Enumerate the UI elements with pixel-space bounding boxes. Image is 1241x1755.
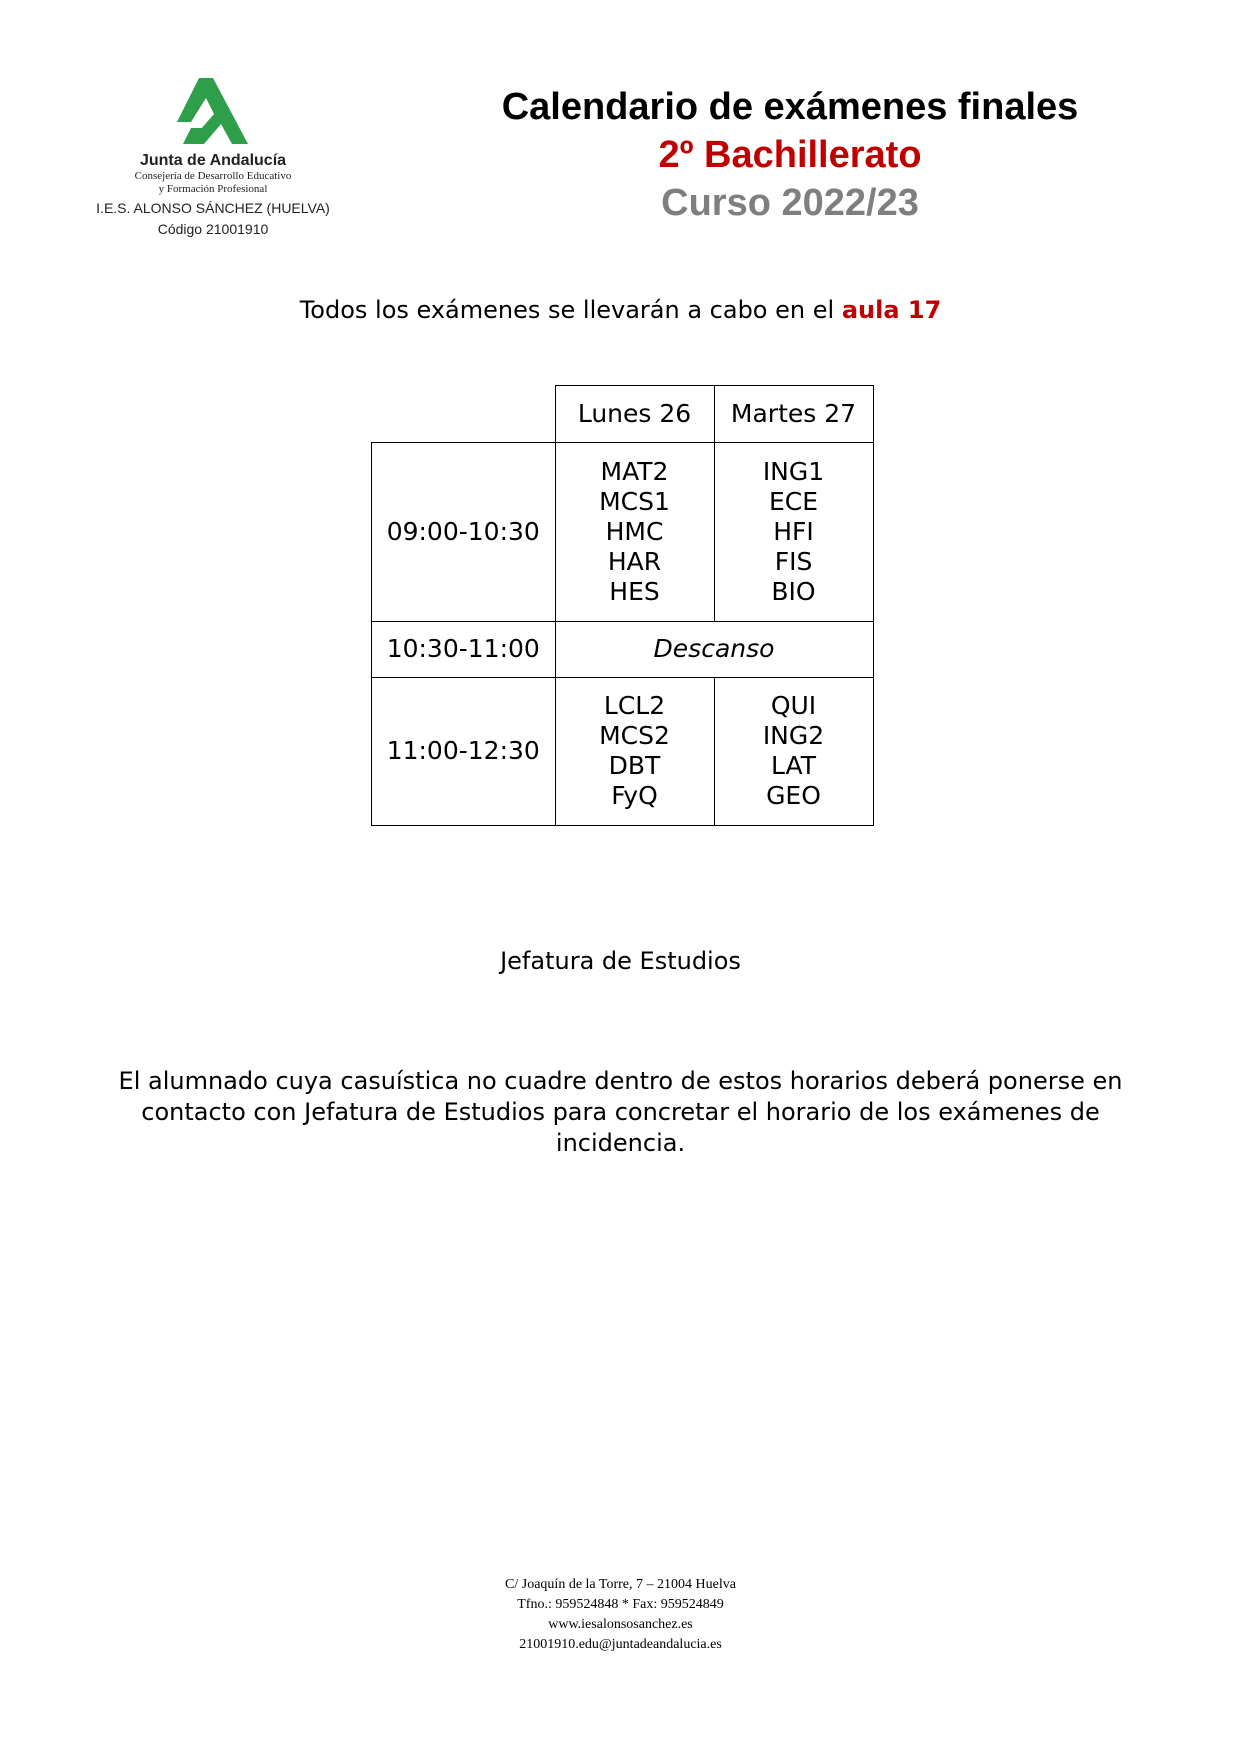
time-slot-cell: 09:00-10:30 bbox=[372, 442, 556, 621]
page-subtitle: 2º Bachillerato bbox=[658, 134, 922, 176]
subject: LAT bbox=[771, 751, 816, 780]
table-row bbox=[372, 677, 874, 825]
classroom-highlight: aula 17 bbox=[841, 296, 942, 324]
day-header-monday: Lunes 26 bbox=[555, 386, 714, 443]
org-department: Consejería de Desarrollo Educativo bbox=[134, 170, 292, 182]
page-title: Calendario de exámenes finales bbox=[501, 86, 1079, 128]
exam-schedule-table bbox=[371, 385, 874, 826]
org-department-line2: y Formación Profesional bbox=[158, 183, 268, 195]
subject: MAT2 bbox=[600, 456, 669, 486]
subject: ING2 bbox=[762, 721, 825, 750]
monday-exams-cell bbox=[555, 677, 714, 825]
subject: FyQ bbox=[611, 781, 658, 810]
subject: FIS bbox=[774, 546, 813, 576]
subject: QUI bbox=[770, 691, 817, 720]
subject: HFI bbox=[773, 516, 814, 546]
signature: Jefatura de Estudios bbox=[500, 947, 741, 975]
tuesday-exams-cell bbox=[714, 677, 873, 825]
empty-corner-cell bbox=[372, 386, 556, 443]
title-block bbox=[420, 83, 1160, 227]
footer-email: 21001910.edu@juntadeandalucia.es bbox=[519, 1637, 722, 1652]
org-name: Junta de Andalucía bbox=[139, 152, 287, 169]
subject: ECE bbox=[768, 486, 819, 516]
table-row bbox=[372, 442, 874, 621]
footer bbox=[0, 1575, 1241, 1655]
footer-address: C/ Joaquín de la Torre, 7 – 21004 Huelva bbox=[505, 1577, 736, 1592]
subject: GEO bbox=[766, 781, 821, 810]
notice-text: Todos los exámenes se llevarán a cabo en el bbox=[299, 296, 835, 324]
break-cell: Descanso bbox=[555, 621, 873, 677]
incidence-note: El alumnado cuya casuística no cuadre dentro de estos horarios deberá ponerse en contacto con Jefatura de Estudios para concretar el horario de los exámenes de incidencia. bbox=[118, 1067, 1123, 1157]
school-name: I.E.S. ALONSO SÁNCHEZ (HUELVA) bbox=[96, 200, 330, 216]
table-header-row bbox=[372, 386, 874, 443]
subject: MCS2 bbox=[599, 721, 670, 750]
institution-logo-block bbox=[78, 78, 348, 238]
subject: HMC bbox=[605, 516, 664, 546]
subject: LCL2 bbox=[603, 691, 666, 720]
footer-phone: Tfno.: 959524848 * Fax: 959524849 bbox=[517, 1597, 724, 1612]
course-label: Curso 2022/23 bbox=[661, 182, 919, 224]
time-slot-cell: 11:00-12:30 bbox=[372, 677, 556, 825]
subject: MCS1 bbox=[599, 486, 670, 516]
footer-website: www.iesalonsosanchez.es bbox=[548, 1617, 693, 1632]
subject: HES bbox=[609, 576, 660, 606]
table-row bbox=[372, 621, 874, 677]
subject: ING1 bbox=[762, 456, 825, 486]
junta-andalucia-logo-icon bbox=[177, 78, 249, 146]
school-code: Código 21001910 bbox=[157, 221, 269, 237]
subject: DBT bbox=[608, 751, 661, 780]
monday-exams-cell bbox=[555, 442, 714, 621]
time-slot-cell: 10:30-11:00 bbox=[372, 621, 556, 677]
location-notice bbox=[0, 296, 1241, 324]
subject: HAR bbox=[607, 546, 662, 576]
subject: BIO bbox=[771, 576, 816, 606]
tuesday-exams-cell bbox=[714, 442, 873, 621]
day-header-tuesday: Martes 27 bbox=[714, 386, 873, 443]
